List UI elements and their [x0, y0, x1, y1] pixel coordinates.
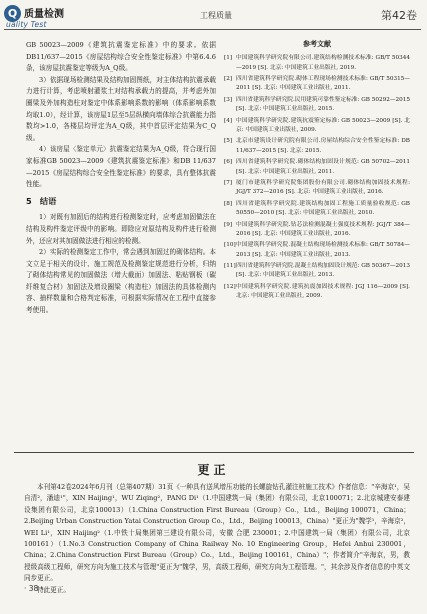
header-rule	[4, 29, 421, 30]
reference-text: 北京市建筑设计研究院有限公司.房屋结构综合安全性鉴定标准: DB 11/637—2015 [S]. 北京: 2015.	[236, 138, 410, 154]
correction-paragraph: 本刊第42卷2024年6月刊（总第407期）31页《一种具有送风增压功能的长螺旋钻孔灌注桩施工技术》作者信息："辛海京¹，吴自清²，潘迪¹"，XIN Haijing¹，WU Ziqing²，PANG Di¹（1.中国建筑一局（集团）有限公司，北京100071；2.北京城建安泰建设集团有限公司，北京100013）（1.China Construction First Bureau（Group）Co.，Ltd.，Beijing 100071，China；2.Beijing Urban Construction Yatai Construction Group Co.，Ltd.，Beijing 100013，China）"更正为"魏学¹，辛海京²，WEI Li¹，XIN Haijing²（1.中铁十局集团第三建设有限公司，安徽 合肥 230001；2.中国建筑一局（集团）有限公司，北京100161）（1.No.3 Construction Company of China Railway No. 10 Engineering Group，Hefei Anhui 230001，China；2.China Construction First Bureau（Group）Co.，Ltd.，Beijing 100161，China）"；作者简介"辛海京，男，教授级高级工程师，研究方向为施工技术与管理"更正为"魏学，男，高级工程师，研究方向为工程管理。"，其余涉及作者信息的中英文同步更正。	[24, 483, 410, 583]
body-paragraph: 2）实际的检测鉴定工作中，常会遇到加固过的砌体结构。本文立足于相关的设计、施工规范及检测鉴定规范进行分析，归纳了砌体结构常见的加固做法（增大截面）加固法、粘贴钢板（碳纤维复合材）加固法及增设圈梁（构造柱）加固法的具体检测内容、抽样数量和合格判定标准，可根据实际情况在工程中直接参考使用。	[26, 248, 216, 315]
reference-text: 中国建筑科学研究院.建筑抗震加固技术规程: JGJ 116—2009 [S]. 北京: 中国建筑工业出版社, 2009.	[236, 283, 410, 300]
reference-item	[224, 200, 410, 219]
page-number: · 38 ·	[24, 584, 44, 593]
reference-text: 厦门市建筑科学研究院集团股份有限公司.砌体结构加固技术规程: JGJ/T 372—2016 [S]. 北京: 中国建筑工业出版社, 2016.	[236, 179, 410, 196]
correction-title: 更正	[197, 463, 230, 477]
correction-paragraph: 特此更正。	[37, 585, 70, 594]
reference-text: 四川省建筑科学研究院.建筑结构加固工程施工质量验收规范: GB 50550—2010 [S]. 北京: 中国建筑工业出版社, 2010.	[236, 200, 410, 217]
body-paragraph: 4）该房屋〈鉴定单元〉抗震鉴定结果为A_Q级，符合现行国家标准GB 50023—2009《建筑抗震鉴定标准》和DB 11/637—2015《房屋结构综合安全性鉴定标准》的要求，具有整体抗震性能。	[26, 145, 216, 189]
logo-title-en: uality Test	[6, 20, 47, 29]
body-paragraph: 3）依据现场检测结果及结构加固图纸，对主体结构抗震承载力进行计算，考虑喷射灌浆土对结构承载力的提高，并考虑外加圈梁及外加构造柱对鉴定中体系影响系数的影响（体系影响系数均取1.0），经计算，该房屋1层至5层纵横向墙体综合抗震能力指数均>1.0，各楼层均评定为A_Q级，其中首层评定结果为C_Q级。	[26, 75, 216, 142]
volume-label: 第42卷	[381, 9, 417, 22]
logo-q-icon: Q	[4, 5, 21, 22]
reference-number: [4]	[224, 117, 233, 124]
section-heading: 5 结语	[26, 195, 57, 206]
reference-text: 四川省建筑科学研究院.砌体工程现场检测技术标准: GB/T 50315—2011 [S]. 北京: 中国建筑工业出版社, 2011.	[236, 76, 410, 92]
reference-item	[224, 75, 410, 94]
section-divider	[14, 452, 414, 453]
reference-number: [12]	[224, 283, 236, 290]
reference-text: 中国建筑科学研究院.混凝土结构现场检测技术标准: GB/T 50784—2013 [S]. 北京: 中国建筑工业出版社, 2013.	[236, 242, 410, 258]
page-header	[0, 0, 427, 32]
reference-item	[224, 221, 410, 240]
reference-number: [11]	[224, 263, 236, 270]
running-head: 工程质量	[200, 11, 232, 20]
reference-item	[224, 179, 410, 198]
references-column	[224, 40, 410, 304]
reference-text: 中国建筑科学研究院.钻芯法检测混凝土强度技术规程: JGJ/T 384—2016 [S]. 北京: 中国建筑工业出版社, 2016.	[236, 221, 410, 237]
reference-number: [10]	[224, 242, 236, 249]
reference-number: [3]	[224, 96, 233, 103]
reference-item	[224, 117, 410, 136]
reference-item	[224, 137, 410, 156]
correction-notice	[24, 482, 410, 596]
reference-item	[224, 96, 410, 115]
reference-item	[224, 262, 410, 281]
references-title: 参考文献	[303, 40, 331, 48]
body-paragraph: 1）对既有加固后的结构进行检测鉴定时，应考虑加固做法在结构及构件鉴定评级中的影响。即除应对原结构及构件进行检测外，还应对其加固做法进行相应的检测。	[26, 213, 216, 245]
reference-number: [6]	[224, 159, 233, 166]
reference-number: [5]	[224, 138, 233, 145]
body-paragraph: GB 50023—2009《建筑抗震鉴定标准》中的要求。依据DB11/637—2015《房屋结构综合安全性鉴定标准》中第6.4.6条，该房屋抗震鉴定等级为A_Q级。	[26, 41, 216, 73]
reference-text: 四川省建筑科学研究院.混凝土结构加固设计规范: GB 50367—2013 [S]. 北京: 中国建筑工业出版社, 2013.	[236, 263, 410, 279]
reference-text: 四川省建筑科学研究院.民用建筑可靠性鉴定标准: GB 50292—2015 [S]. 北京: 中国建筑工业出版社, 2015.	[236, 96, 410, 113]
reference-number: [9]	[224, 221, 233, 228]
left-column	[26, 40, 216, 317]
reference-number: [8]	[224, 200, 233, 207]
reference-text: 中国建筑科学研究院.建筑抗震鉴定标准: GB 50023—2009 [S]. 北京: 中国建筑工业出版社, 2009.	[236, 117, 410, 133]
reference-text: 四川省建筑科学研究院.砌体结构加固设计规范: GB 50702—2011 [S]. 北京: 中国建筑工业出版社, 2011.	[236, 159, 410, 175]
reference-number: [2]	[224, 76, 233, 83]
reference-item	[224, 54, 410, 73]
reference-number: [7]	[224, 179, 233, 186]
reference-item	[224, 241, 410, 260]
reference-item	[224, 158, 410, 177]
logo-title-cn: 质量检测	[24, 9, 64, 20]
journal-logo	[4, 5, 80, 30]
reference-item	[224, 283, 410, 302]
reference-number: [1]	[224, 55, 233, 62]
reference-text: 中国建筑科学研究院有限公司.建筑结构检测技术标准: GB/T 50344—2019 [S]. 北京: 中国建筑工业出版社, 2019.	[236, 55, 410, 71]
